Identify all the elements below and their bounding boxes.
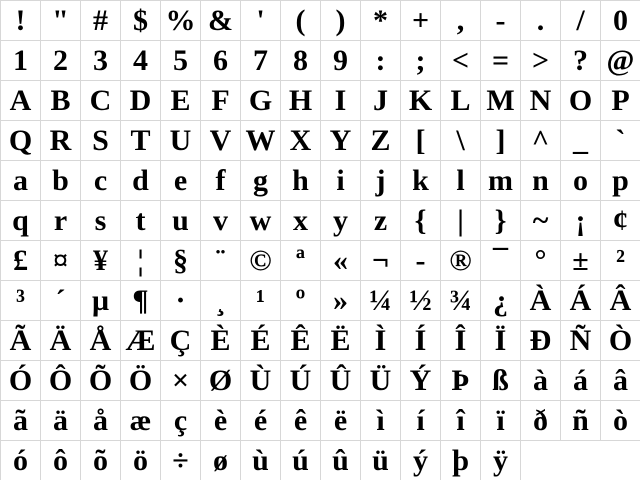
glyph-cell[interactable]: Ý <box>401 361 441 401</box>
glyph-cell[interactable]: ø <box>201 441 241 480</box>
glyph-cell[interactable]: N <box>521 81 561 121</box>
glyph-cell[interactable]: ® <box>441 241 481 281</box>
glyph-cell[interactable]: ì <box>361 401 401 441</box>
glyph-cell[interactable]: 6 <box>201 41 241 81</box>
glyph-cell[interactable]: - <box>481 1 521 41</box>
glyph-cell[interactable]: 3 <box>81 41 121 81</box>
glyph-cell[interactable]: Ñ <box>561 321 601 361</box>
glyph-cell[interactable]: m <box>481 161 521 201</box>
glyph-cell[interactable]: Y <box>321 121 361 161</box>
glyph-cell[interactable]: c <box>81 161 121 201</box>
glyph-cell[interactable]: D <box>121 81 161 121</box>
glyph-cell[interactable]: ! <box>1 1 41 41</box>
glyph-cell[interactable]: Ü <box>361 361 401 401</box>
glyph-cell[interactable]: ³ <box>1 281 41 321</box>
glyph-cell[interactable]: k <box>401 161 441 201</box>
glyph-cell[interactable]: 1 <box>1 41 41 81</box>
glyph-cell[interactable]: ü <box>361 441 401 480</box>
glyph-cell[interactable]: Ä <box>41 321 81 361</box>
glyph-cell[interactable]: n <box>521 161 561 201</box>
glyph-cell[interactable]: ¼ <box>361 281 401 321</box>
glyph-cell[interactable]: È <box>201 321 241 361</box>
glyph-cell[interactable]: U <box>161 121 201 161</box>
glyph-cell[interactable]: Õ <box>81 361 121 401</box>
glyph-cell[interactable]: , <box>441 1 481 41</box>
glyph-cell[interactable]: a <box>1 161 41 201</box>
glyph-cell[interactable]: x <box>281 201 321 241</box>
glyph-cell[interactable]: é <box>241 401 281 441</box>
glyph-cell[interactable]: Í <box>401 321 441 361</box>
glyph-cell[interactable]: _ <box>561 121 601 161</box>
glyph-cell[interactable]: ½ <box>401 281 441 321</box>
glyph-cell[interactable]: ; <box>401 41 441 81</box>
glyph-cell[interactable]: þ <box>441 441 481 480</box>
glyph-cell[interactable]: © <box>241 241 281 281</box>
glyph-cell[interactable]: á <box>561 361 601 401</box>
glyph-cell[interactable]: ò <box>601 401 640 441</box>
glyph-cell[interactable]: û <box>321 441 361 480</box>
glyph-cell[interactable]: & <box>201 1 241 41</box>
glyph-cell[interactable]: º <box>281 281 321 321</box>
glyph-cell[interactable]: ¥ <box>81 241 121 281</box>
glyph-cell[interactable]: : <box>361 41 401 81</box>
glyph-cell[interactable]: I <box>321 81 361 121</box>
glyph-cell[interactable]: | <box>441 201 481 241</box>
glyph-cell[interactable]: } <box>481 201 521 241</box>
glyph-cell[interactable]: ç <box>161 401 201 441</box>
glyph-cell[interactable]: { <box>401 201 441 241</box>
glyph-cell[interactable]: » <box>321 281 361 321</box>
glyph-cell[interactable]: Þ <box>441 361 481 401</box>
glyph-cell[interactable]: ¾ <box>441 281 481 321</box>
glyph-cell[interactable]: $ <box>121 1 161 41</box>
glyph-cell[interactable]: ã <box>1 401 41 441</box>
glyph-cell[interactable]: 7 <box>241 41 281 81</box>
glyph-cell[interactable]: « <box>321 241 361 281</box>
glyph-cell[interactable]: B <box>41 81 81 121</box>
glyph-cell[interactable]: É <box>241 321 281 361</box>
glyph-cell[interactable]: \ <box>441 121 481 161</box>
glyph-cell[interactable]: f <box>201 161 241 201</box>
glyph-cell[interactable]: / <box>561 1 601 41</box>
glyph-cell[interactable]: õ <box>81 441 121 480</box>
glyph-cell[interactable]: ¶ <box>121 281 161 321</box>
glyph-cell[interactable]: O <box>561 81 601 121</box>
glyph-cell[interactable]: M <box>481 81 521 121</box>
glyph-cell[interactable]: 0 <box>601 1 640 41</box>
glyph-cell[interactable]: î <box>441 401 481 441</box>
glyph-cell[interactable]: ¤ <box>41 241 81 281</box>
glyph-cell[interactable]: ö <box>121 441 161 480</box>
glyph-cell[interactable]: * <box>361 1 401 41</box>
glyph-cell[interactable]: y <box>321 201 361 241</box>
glyph-cell[interactable]: ú <box>281 441 321 480</box>
glyph-cell[interactable]: À <box>521 281 561 321</box>
glyph-cell[interactable]: ï <box>481 401 521 441</box>
glyph-cell[interactable]: Î <box>441 321 481 361</box>
glyph-cell[interactable]: d <box>121 161 161 201</box>
glyph-cell[interactable]: ? <box>561 41 601 81</box>
glyph-cell[interactable]: A <box>1 81 41 121</box>
glyph-cell[interactable]: ¦ <box>121 241 161 281</box>
glyph-cell[interactable]: Ò <box>601 321 640 361</box>
glyph-cell[interactable]: . <box>521 1 561 41</box>
glyph-cell[interactable]: æ <box>121 401 161 441</box>
empty-cell <box>601 441 640 480</box>
glyph-cell[interactable]: r <box>41 201 81 241</box>
glyph-cell[interactable]: ´ <box>41 281 81 321</box>
glyph-cell[interactable]: t <box>121 201 161 241</box>
glyph-cell[interactable]: 4 <box>121 41 161 81</box>
empty-cell <box>521 441 561 480</box>
glyph-cell[interactable]: Ù <box>241 361 281 401</box>
glyph-cell[interactable]: < <box>441 41 481 81</box>
glyph-cell[interactable]: G <box>241 81 281 121</box>
glyph-cell[interactable]: 2 <box>41 41 81 81</box>
glyph-cell[interactable]: F <box>201 81 241 121</box>
glyph-cell[interactable]: ù <box>241 441 281 480</box>
glyph-cell[interactable]: P <box>601 81 640 121</box>
glyph-cell[interactable]: Æ <box>121 321 161 361</box>
glyph-cell[interactable]: Ó <box>1 361 41 401</box>
glyph-cell[interactable]: ñ <box>561 401 601 441</box>
glyph-cell[interactable]: à <box>521 361 561 401</box>
glyph-cell[interactable]: o <box>561 161 601 201</box>
glyph-cell[interactable]: ¹ <box>241 281 281 321</box>
glyph-cell[interactable]: E <box>161 81 201 121</box>
glyph-cell[interactable]: å <box>81 401 121 441</box>
glyph-cell[interactable]: 5 <box>161 41 201 81</box>
glyph-cell[interactable]: ¡ <box>561 201 601 241</box>
glyph-cell[interactable]: - <box>401 241 441 281</box>
glyph-cell[interactable]: X <box>281 121 321 161</box>
glyph-cell[interactable]: u <box>161 201 201 241</box>
glyph-cell[interactable]: Ï <box>481 321 521 361</box>
glyph-cell[interactable]: ¸ <box>201 281 241 321</box>
glyph-cell[interactable]: Ø <box>201 361 241 401</box>
glyph-cell[interactable]: ¨ <box>201 241 241 281</box>
glyph-cell[interactable]: b <box>41 161 81 201</box>
glyph-cell[interactable]: Ô <box>41 361 81 401</box>
glyph-cell[interactable]: ó <box>1 441 41 480</box>
glyph-cell[interactable]: e <box>161 161 201 201</box>
glyph-cell[interactable]: ê <box>281 401 321 441</box>
glyph-cell[interactable]: ¯ <box>481 241 521 281</box>
glyph-cell[interactable]: Z <box>361 121 401 161</box>
glyph-cell[interactable]: Å <box>81 321 121 361</box>
glyph-cell[interactable]: · <box>161 281 201 321</box>
glyph-cell[interactable]: × <box>161 361 201 401</box>
glyph-cell[interactable]: ` <box>601 121 640 161</box>
glyph-cell[interactable]: s <box>81 201 121 241</box>
glyph-cell[interactable]: ] <box>481 121 521 161</box>
glyph-cell[interactable]: ² <box>601 241 640 281</box>
glyph-cell[interactable]: § <box>161 241 201 281</box>
glyph-cell[interactable]: W <box>241 121 281 161</box>
glyph-cell[interactable]: 8 <box>281 41 321 81</box>
glyph-cell[interactable]: ¬ <box>361 241 401 281</box>
glyph-cell[interactable]: Û <box>321 361 361 401</box>
glyph-cell[interactable]: Ë <box>321 321 361 361</box>
glyph-cell[interactable]: ä <box>41 401 81 441</box>
glyph-cell[interactable]: Â <box>601 281 640 321</box>
glyph-cell[interactable]: K <box>401 81 441 121</box>
glyph-cell[interactable]: i <box>321 161 361 201</box>
empty-cell <box>561 441 601 480</box>
glyph-cell[interactable]: ( <box>281 1 321 41</box>
glyph-cell[interactable]: ÷ <box>161 441 201 480</box>
glyph-cell[interactable]: ) <box>321 1 361 41</box>
glyph-cell[interactable]: [ <box>401 121 441 161</box>
glyph-cell[interactable]: + <box>401 1 441 41</box>
glyph-cell[interactable]: â <box>601 361 640 401</box>
glyph-cell[interactable]: Q <box>1 121 41 161</box>
glyph-cell[interactable]: Á <box>561 281 601 321</box>
glyph-cell[interactable]: % <box>161 1 201 41</box>
glyph-cell[interactable]: J <box>361 81 401 121</box>
glyph-cell[interactable]: ' <box>241 1 281 41</box>
glyph-cell[interactable]: ~ <box>521 201 561 241</box>
glyph-cell[interactable]: ð <box>521 401 561 441</box>
glyph-cell[interactable]: Ç <box>161 321 201 361</box>
glyph-cell[interactable]: v <box>201 201 241 241</box>
glyph-cell[interactable]: V <box>201 121 241 161</box>
glyph-cell[interactable]: C <box>81 81 121 121</box>
glyph-cell[interactable]: ° <box>521 241 561 281</box>
glyph-cell[interactable]: Ð <box>521 321 561 361</box>
glyph-cell[interactable]: ª <box>281 241 321 281</box>
glyph-cell[interactable]: T <box>121 121 161 161</box>
glyph-cell[interactable]: ÿ <box>481 441 521 480</box>
glyph-cell[interactable]: L <box>441 81 481 121</box>
glyph-cell[interactable]: l <box>441 161 481 201</box>
glyph-cell[interactable]: w <box>241 201 281 241</box>
glyph-cell[interactable]: ^ <box>521 121 561 161</box>
glyph-cell[interactable]: ± <box>561 241 601 281</box>
glyph-cell[interactable]: Ê <box>281 321 321 361</box>
glyph-cell[interactable]: = <box>481 41 521 81</box>
glyph-cell[interactable]: h <box>281 161 321 201</box>
glyph-cell[interactable]: # <box>81 1 121 41</box>
glyph-cell[interactable]: è <box>201 401 241 441</box>
glyph-cell[interactable]: ô <box>41 441 81 480</box>
glyph-cell[interactable]: í <box>401 401 441 441</box>
glyph-cell[interactable]: > <box>521 41 561 81</box>
glyph-cell[interactable]: ß <box>481 361 521 401</box>
glyph-cell[interactable]: g <box>241 161 281 201</box>
glyph-cell[interactable]: µ <box>81 281 121 321</box>
glyph-cell[interactable]: z <box>361 201 401 241</box>
glyph-cell[interactable]: q <box>1 201 41 241</box>
glyph-cell[interactable]: j <box>361 161 401 201</box>
glyph-cell[interactable]: Ì <box>361 321 401 361</box>
glyph-cell[interactable]: H <box>281 81 321 121</box>
glyph-cell[interactable]: ¿ <box>481 281 521 321</box>
glyph-cell[interactable]: S <box>81 121 121 161</box>
glyph-cell[interactable]: R <box>41 121 81 161</box>
glyph-cell[interactable]: Ö <box>121 361 161 401</box>
glyph-cell[interactable]: " <box>41 1 81 41</box>
glyph-cell[interactable]: p <box>601 161 640 201</box>
glyph-cell[interactable]: Ú <box>281 361 321 401</box>
glyph-cell[interactable]: ý <box>401 441 441 480</box>
glyph-cell[interactable]: ë <box>321 401 361 441</box>
glyph-cell[interactable]: ¢ <box>601 201 640 241</box>
glyph-cell[interactable]: £ <box>1 241 41 281</box>
glyph-cell[interactable]: Ã <box>1 321 41 361</box>
glyph-cell[interactable]: @ <box>601 41 640 81</box>
glyph-cell[interactable]: 9 <box>321 41 361 81</box>
